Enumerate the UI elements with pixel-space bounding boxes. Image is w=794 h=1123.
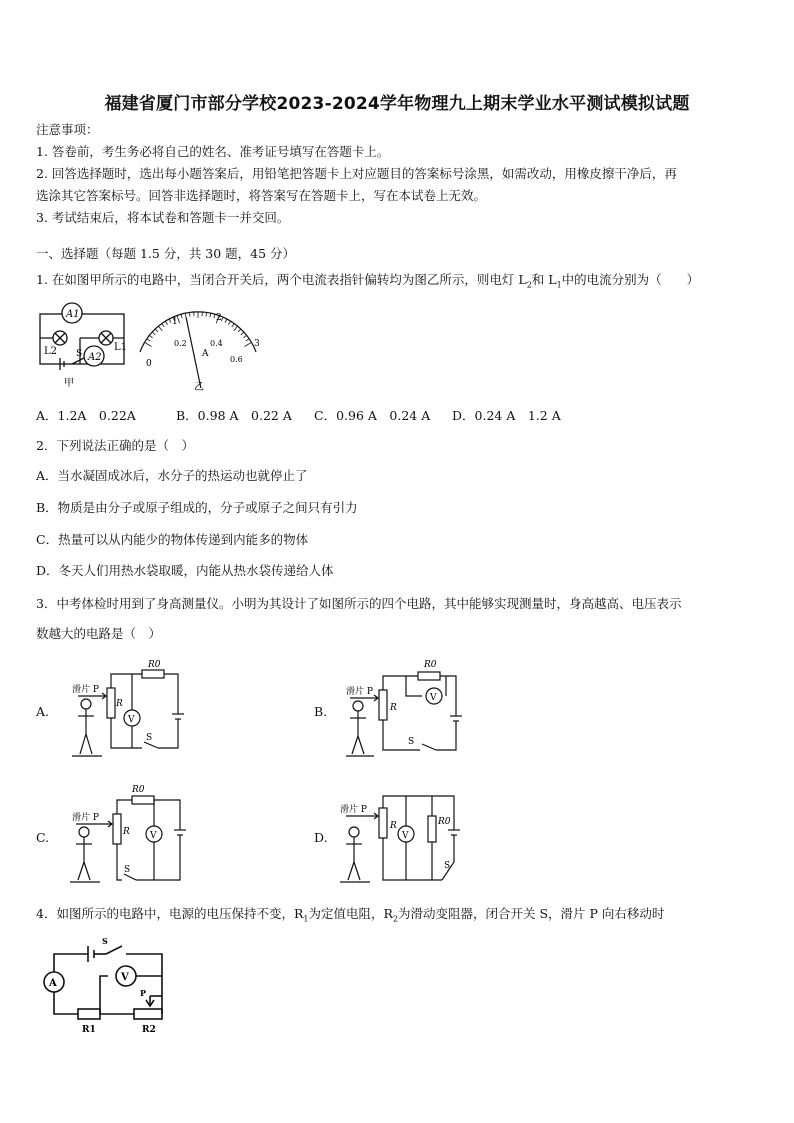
q3c-r0-label: R0 xyxy=(132,785,145,795)
q3-circuit-a xyxy=(70,658,195,763)
q3c-r-label: R xyxy=(123,827,130,837)
notice-item-3: 3. 考试结束后，将本试卷和答题卡一并交回。 xyxy=(36,210,290,225)
q1-dial-tick xyxy=(206,313,207,317)
notice-item-2-cont: 选涂其它答案标号。回答非选择题时，将答案写在答题卡上，写在本试卷上无效。 xyxy=(36,188,487,203)
q4-v-label: V xyxy=(121,972,129,983)
q1-a2-label: A2 xyxy=(88,352,102,363)
q1-dial-tick xyxy=(181,314,182,318)
notice-item-1: 1. 答卷前，考生务必将自己的姓名、准考证号填写在答题卡上。 xyxy=(36,144,390,159)
q1-tick-top-1: 1 xyxy=(172,317,178,327)
q1-yi-caption: 乙 xyxy=(194,382,204,393)
q1-dial-tick xyxy=(241,332,244,335)
q1-dial-tick xyxy=(225,319,227,323)
q3d-slider-label: 滑片 P xyxy=(340,805,367,815)
q1-dial-tick xyxy=(246,339,249,341)
q4-a-label: A xyxy=(49,978,57,989)
q3b-v-label: V xyxy=(430,693,437,703)
q4-stem-b: 为定值电阻，R xyxy=(308,906,393,921)
q3-circuit-c xyxy=(70,782,195,887)
q3a-slider-label: 滑片 P xyxy=(72,685,99,695)
q4-stem xyxy=(36,906,664,928)
q4-stem-sub1: 1 xyxy=(303,914,309,924)
q3c-slider-label: 滑片 P xyxy=(72,813,99,823)
q1-dial-tick xyxy=(145,342,152,346)
q3d-r-label: R xyxy=(390,821,397,831)
q1-ammeter-dial xyxy=(134,312,264,392)
q1-dial-tick xyxy=(234,326,238,331)
page-title: 福建省厦门市部分学校2023-2024学年物理九上期末学业水平测试模拟试题 xyxy=(104,94,690,114)
q3d-s-label: S xyxy=(444,861,451,871)
q2-option-b: B．物质是由分子或原子组成的，分子或原子之间只有引力 xyxy=(36,500,358,515)
q1-tick-top-3: 3 xyxy=(254,339,260,349)
q4-s-label: S xyxy=(102,936,108,946)
q4-r2-label: R2 xyxy=(142,1025,156,1035)
q3-stem-line2: 数越大的电路是（ ） xyxy=(36,626,162,641)
q1-dial-tick xyxy=(152,332,155,335)
q1-dial-tick xyxy=(165,321,167,324)
q1-option-a: A．1.2A 0.22A xyxy=(36,408,136,423)
q2-stem: 2．下列说法正确的是（ ） xyxy=(36,438,194,453)
q1-stem-sub1: 2 xyxy=(526,280,532,290)
q1-dial-tick xyxy=(243,335,246,337)
q3b-s-label: S xyxy=(408,737,415,747)
q1-dial-tick xyxy=(169,319,171,323)
q1-stem-a: 1. 在如图甲所示的电路中，当闭合开关后，两个电流表指针偏转均为图乙所示，则电灯 L xyxy=(36,272,527,287)
q1-dial-tick xyxy=(238,329,241,332)
q3b-r0-label: R0 xyxy=(424,660,437,670)
q1-l1-label: L1 xyxy=(114,342,128,353)
q1-option-c: C．0.96 A 0.24 A xyxy=(314,408,431,423)
q3-label-b: B. xyxy=(314,704,328,719)
q4-stem-c: 为滑动变阻器，闭合开关 S，滑片 P 向右移动时 xyxy=(397,906,665,921)
q3c-s-label: S xyxy=(124,865,131,875)
q3-circuit-b xyxy=(346,656,471,761)
notice-item-2: 2. 回答选择题时，选出每小题答案后，用铅笔把答题卡上对应题目的答案标号涂黑，如需改动，用橡皮擦干净后，再 xyxy=(36,166,677,181)
q3c-v-label: V xyxy=(150,831,157,841)
q3b-r-label: R xyxy=(390,703,397,713)
q3-stem-line1: 3．中考体检时用到了身高测量仪。小明为其设计了如图所示的四个电路，其中能够实现测量时，身高越高、电压表示 xyxy=(36,596,682,611)
q1-dial-tick xyxy=(228,321,230,324)
q1-unit: A xyxy=(202,349,209,359)
q1-stem xyxy=(36,272,699,294)
q1-jia-caption: 甲 xyxy=(64,378,74,389)
q1-stem-b: 和 L xyxy=(531,272,557,287)
q1-l2-label: L2 xyxy=(44,346,58,357)
q4-p-label: P xyxy=(140,988,147,998)
q3-circuit-d xyxy=(340,784,470,889)
q3-label-a: A. xyxy=(36,704,50,719)
q1-tick-top-2: 2 xyxy=(216,313,222,323)
q3d-v-label: V xyxy=(402,831,409,841)
section-heading: 一、选择题（每题 1.5 分，共 30 题，45 分） xyxy=(36,246,296,261)
q4-stem-sub2: 2 xyxy=(392,914,398,924)
notice-heading: 注意事项： xyxy=(36,122,99,137)
q1-tick-bottom-02: 0.2 xyxy=(174,339,187,348)
q1-dial-tick xyxy=(210,313,211,317)
q2-option-c: C．热量可以从内能少的物体传递到内能多的物体 xyxy=(36,532,309,547)
q1-dial-tick xyxy=(244,342,251,346)
q1-stem-sub2: 1 xyxy=(556,280,562,290)
q3a-r-label: R xyxy=(116,699,123,709)
q1-tick-bottom-0: 0 xyxy=(146,359,152,369)
q1-s-label: S xyxy=(76,349,83,359)
q1-option-d: D．0.24 A 1.2 A xyxy=(452,408,561,423)
q1-tick-bottom-04: 0.4 xyxy=(210,339,223,348)
q1-option-b: B．0.98 A 0.22 A xyxy=(176,408,292,423)
q3d-r0-label: R0 xyxy=(438,817,451,827)
q1-dial-tick xyxy=(155,329,158,332)
q1-dial-tick xyxy=(162,324,164,327)
q3a-r0-label: R0 xyxy=(148,660,161,670)
q1-dial-tick xyxy=(214,314,215,318)
q3a-v-label: V xyxy=(128,715,135,725)
q2-option-a: A．当水凝固成冰后，水分子的热运动也就停止了 xyxy=(36,468,308,483)
q1-dial-tick xyxy=(185,313,186,317)
q3b-slider-label: 滑片 P xyxy=(346,687,373,697)
q1-tick-bottom-06: 0.6 xyxy=(230,355,243,364)
q2-option-d: D．冬天人们用热水袋取暖，内能从热水袋传递给人体 xyxy=(36,563,334,578)
q3a-s-label: S xyxy=(146,733,153,743)
q3-label-d: D. xyxy=(314,830,328,845)
q1-dial-tick xyxy=(189,313,190,317)
q1-dial-tick xyxy=(158,326,162,331)
q1-stem-c: 中的电流分别为（ ） xyxy=(561,272,700,287)
q3-label-c: C. xyxy=(36,830,50,845)
q1-a1-label: A1 xyxy=(66,309,80,320)
q1-dial-tick xyxy=(149,335,152,337)
q4-r1-label: R1 xyxy=(82,1025,96,1035)
q1-circuit-diagram xyxy=(36,296,136,396)
q1-dial-tick xyxy=(232,324,234,327)
q1-ammeter-needle xyxy=(186,317,201,388)
q1-dial-tick xyxy=(147,339,150,341)
q4-stem-a: 4．如图所示的电路中，电源的电压保持不变，R xyxy=(36,906,304,921)
q4-circuit-diagram xyxy=(38,936,173,1036)
